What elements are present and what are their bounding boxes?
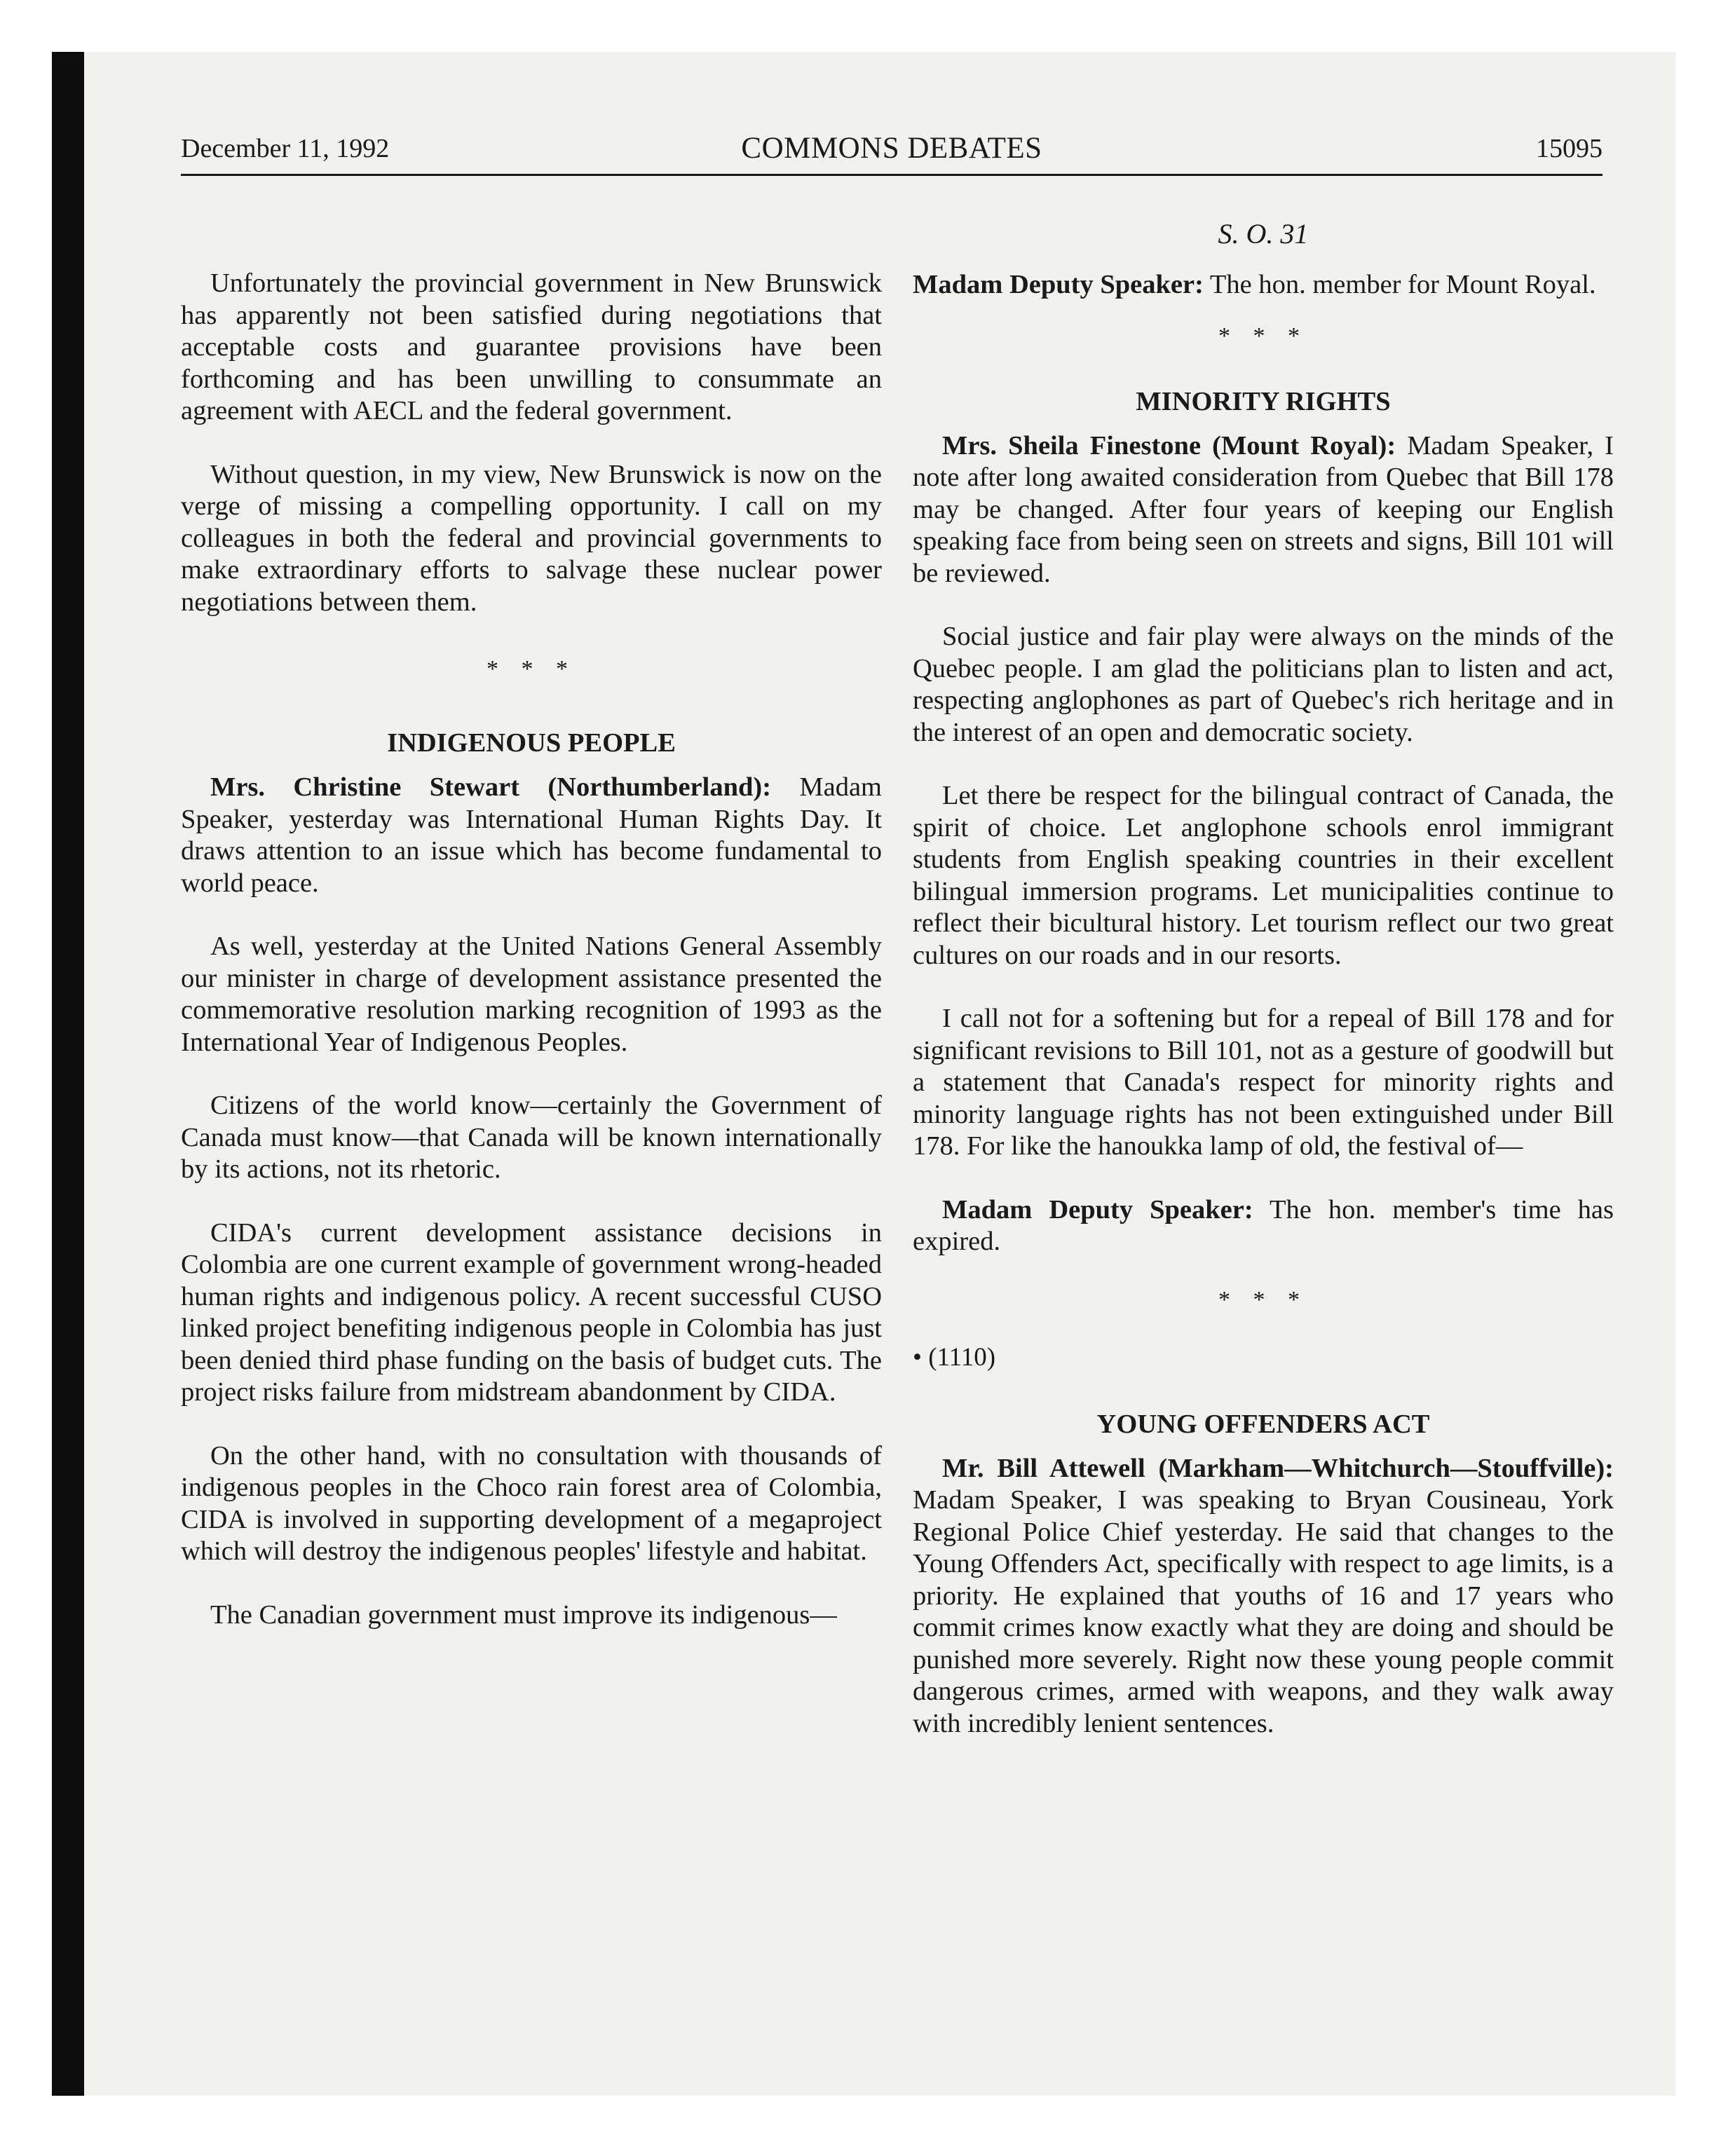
left-column <box>181 209 882 1631</box>
speaker-name: Madam Deputy Speaker: <box>942 1194 1253 1224</box>
speech-paragraph <box>181 772 882 899</box>
paragraph: Social justice and fair play were always on the minds of the Quebec people. I am glad the politicians plan to listen and act, respecting anglophones as part of Quebec's rich heritage and in the interest of an open and democratic society. <box>913 622 1614 747</box>
section-heading: INDIGENOUS PEOPLE <box>387 728 676 758</box>
paragraph: Unfortunately the provincial government in New Brunswick has apparently not been satisfied during negotiations that acceptable costs and guarantee provisions have been forthcoming and has been unwilling to consummate an agreement with AECL and the federal government. <box>181 268 882 425</box>
time-marker: • (1110) <box>913 1342 996 1372</box>
speech-text: Madam Speaker, I was speaking to Bryan Cousineau, York Regional Police Chief yesterday. He said that changes to the Young Offenders Act, specifically with respect to age limits, is a priority. He explained that youths of 16 and 17 years who commit crimes know exactly what they are doing and should be punished more severely. Right now these young people commit dangerous crimes, armed with weapons, and they walk away with incredibly lenient sentences. <box>913 1485 1614 1738</box>
section-heading: YOUNG OFFENDERS ACT <box>1096 1409 1430 1439</box>
header-page-number: 15095 <box>1536 134 1603 163</box>
paragraph: Let there be respect for the bilingual contract of Canada, the spirit of choice. Let anglophone schools enrol immigrant students from English speaking countries in their excellent bilingual immersion programs. Let municipalities continue to reflect their bicultural history. Let tourism reflect our two great cultures on our roads and in our resorts. <box>913 781 1614 970</box>
standing-order-label: S. O. 31 <box>1218 218 1309 250</box>
speech-text: Madam Speaker, yesterday was International Human Rights Day. It draws attention to an issue which has become fundamental to world peace. <box>181 772 882 898</box>
header-title: COMMONS DEBATES <box>741 132 1042 165</box>
scan-spine-shadow <box>52 52 84 2096</box>
speaker-name: Mr. Bill Attewell (Markham—Whitchurch—Stouffville): <box>942 1453 1614 1483</box>
paragraph: Without question, in my view, New Brunswick is now on the verge of missing a compelling opportunity. I call on my colleagues in both the federal and provincial governments to make extraordinary efforts to salvage these nuclear power negotiations between them. <box>181 459 882 617</box>
speech-text: The hon. member for Mount Royal. <box>1203 270 1596 299</box>
paragraph: Citizens of the world know—certainly the Government of Canada must know—that Canada will be known internationally by its actions, not its rhetoric. <box>181 1091 882 1184</box>
section-separator: * * * <box>1218 1286 1308 1313</box>
section-heading: MINORITY RIGHTS <box>1136 386 1391 416</box>
speech-text: The hon. member's time has expired. <box>913 1194 1614 1256</box>
speech-paragraph <box>913 269 1614 301</box>
paragraph: As well, yesterday at the United Nations General Assembly our minister in charge of development assistance presented the commemorative resolution marking recognition of 1993 as the International Year of Indigenous Peoples. <box>181 932 882 1057</box>
paragraph: On the other hand, with no consultation with thousands of indigenous peoples in the Choco rain forest area of Colombia, CIDA is involved in supporting development of a megaproject which will destroy the indigenous peoples' lifestyle and habitat. <box>181 1440 882 1566</box>
section-separator: * * * <box>487 656 576 682</box>
speaker-name: Mrs. Sheila Finestone (Mount Royal): <box>942 430 1396 460</box>
paragraph: The Canadian government must improve its indigenous— <box>210 1599 837 1630</box>
header-rule <box>181 174 1603 176</box>
header-date: December 11, 1992 <box>181 134 390 163</box>
speech-text: Madam Speaker, I note after long awaited consideration from Quebec that Bill 178 may be changed. After four years of keeping our English speaking face from being seen on streets and signs, Bill 101 will be reviewed. <box>913 430 1614 588</box>
speech-paragraph <box>913 1194 1614 1258</box>
right-column <box>913 209 1614 1740</box>
speech-paragraph <box>913 430 1614 590</box>
page-header <box>181 132 1603 174</box>
speech-paragraph <box>913 1453 1614 1740</box>
section-separator: * * * <box>1218 322 1308 349</box>
paragraph: CIDA's current development assistance decisions in Colombia are one current example of government wrong-headed human rights and indigenous policy. A recent successful CUSO linked project benefiting indigenous people in Colombia has just been denied third phase funding on the basis of budget cuts. The project risks failure from midstream abandonment by CIDA. <box>181 1217 882 1407</box>
speaker-name: Madam Deputy Speaker: <box>913 270 1204 299</box>
paragraph: I call not for a softening but for a repeal of Bill 178 and for significant revisions to Bill 101, not as a gesture of goodwill but a statement that Canada's respect for minority rights and minority language rights has not been extinguished under Bill 178. For like the hanoukka lamp of old, the festival of— <box>913 1004 1614 1161</box>
speaker-name: Mrs. Christine Stewart (Northumberland): <box>210 772 772 802</box>
